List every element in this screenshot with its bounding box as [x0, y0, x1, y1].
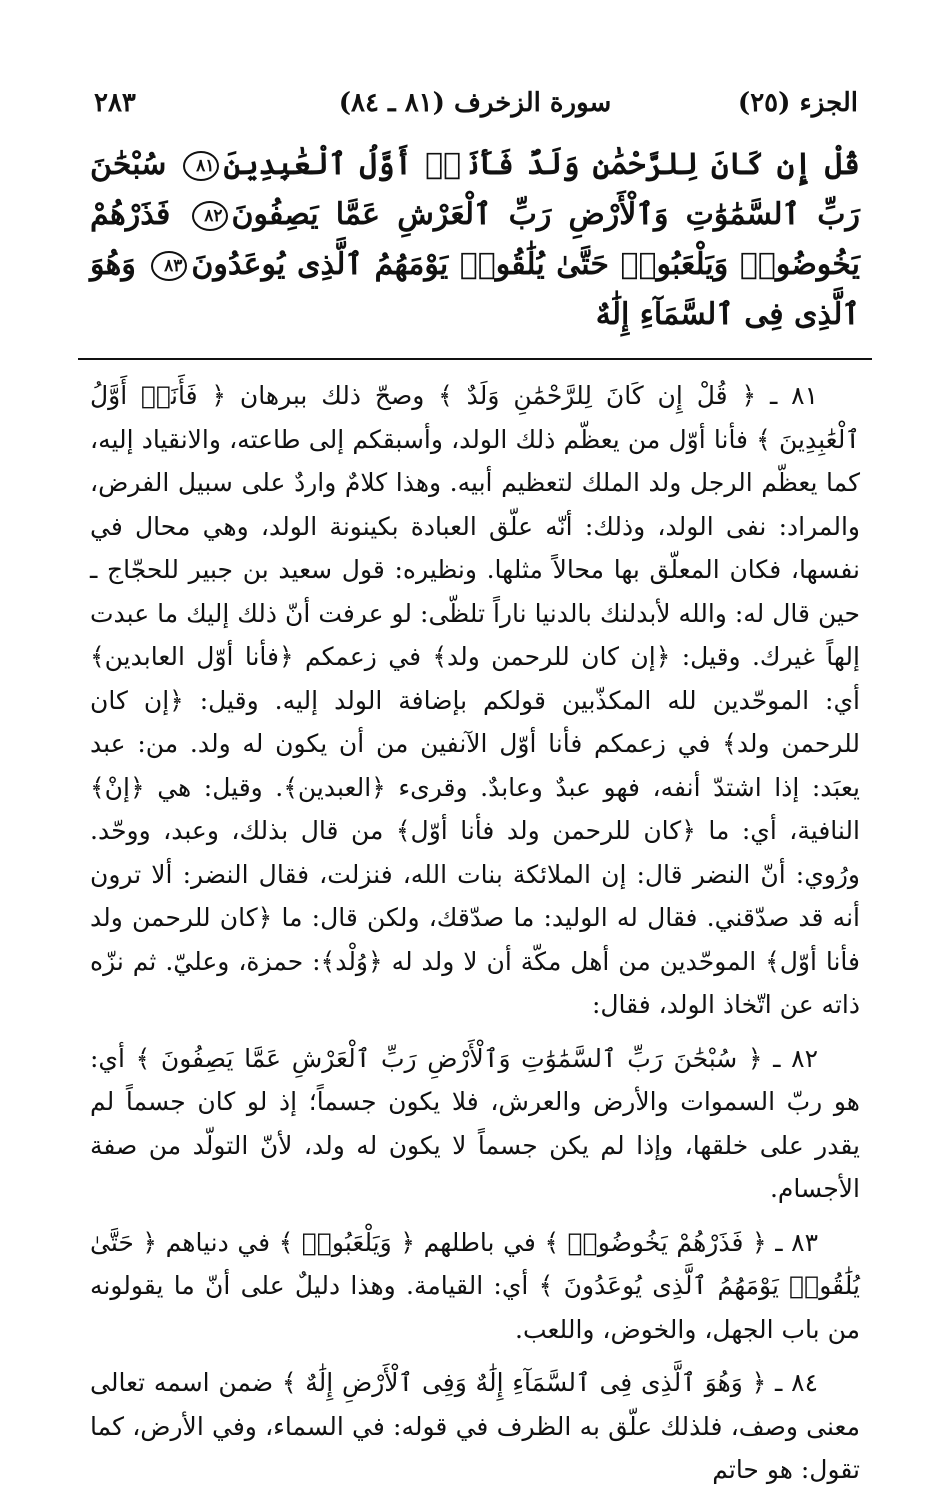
page-number: ٢٨٣: [94, 88, 136, 118]
commentary-paragraph-83: ٨٣ ـ ﴿ فَذَرْهُمْ يَخُوضُوا۟ ﴾ في باطلهم ﴿ وَيَلْعَبُوا۟ ﴾ في دنياهم ﴿ حَتَّىٰ يُلَٰقُوا۟ يَوْمَهُمُ ٱلَّذِى يُوعَدُونَ ﴾ أي: القيامة. وهذا دليلٌ على أنّ ما يقولونه من باب الجهل، والخوض، واللعب.: [90, 1227, 860, 1344]
verse-number-marker: ٨٢: [192, 201, 228, 231]
page-header: [90, 84, 860, 130]
commentary-paragraph-81: ٨١ ـ ﴿ قُلْ إِن كَانَ لِلرَّحْمَٰنِ وَلَدٌ ﴾ وصحّ ذلك ببرهان ﴿ فَأَنَا۠ أَوَّلُ ٱلْعَٰبِدِينَ ﴾ فأنا أوّل من يعظّم ذلك الولد، وأسبقكم إلى طاعته، والانقياد إليه، كما يعظّم الرجل ولد الملك لتعظيم أبيه. وهذا كلامٌ واردٌ على سبيل الفرض، والمراد: نفى الولد، وذلك: أنّه علّق العبادة بكينونة الولد، وهي محال في نفسها، فكان المعلّق بها محالاً مثلها. ونظيره: قول سعيد بن جبير للحجّاج ـ حين قال له: والله لأبدلنك بالدنيا ناراً تلظّى: لو عرفت أنّ ذلك إليك ما عبدت إلهاً غيرك. وقيل: ﴿إن كان للرحمن ولد﴾ في زعمكم ﴿فأنا أوّل العابدين﴾ أي: الموحّدين لله المكذّبين قولكم بإضافة الولد إليه. وقيل: ﴿إن كان للرحمن ولد﴾ في زعمكم فأنا أوّل الآنفين من أن يكون له ولد. من: عبد يعبَد: إذا اشتدّ أنفه، فهو عبدٌ وعابدٌ. وقرىء ﴿العبدين﴾. وقيل: هي ﴿إنْ﴾ النافية، أي: ما ﴿كان للرحمن ولد فأنا أوّل﴾ من قال بذلك، وعبد، ووحّد. ورُوي: أنّ النضر قال: إن الملائكة بنات الله، فنزلت، فقال النضر: ألا ترون أنه قد صدّقني. فقال له الوليد: ما صدّقك، ولكن قال: ما ﴿كان للرحمن ولد فأنا أوّل﴾ الموحّدين من أهل مكّة أن لا ولد له ﴿وُلْد﴾: حمزة، وعليّ. ثم نزّه ذاته عن اتّخاذ الولد، فقال:: [90, 381, 860, 1019]
commentary-paragraph-84: ٨٤ ـ ﴿ وَهُوَ ٱلَّذِى فِى ٱلسَّمَآءِ إِلَٰهٌ وَفِى ٱلْأَرْضِ إِلَٰهٌ ﴾ ضمن اسمه تعالى معنى وصف، فلذلك علّق به الظرف في قوله: في السماء، وفي الأرض، كما تقول: هو حاتم: [90, 1368, 860, 1484]
quran-verses: [90, 140, 860, 340]
commentary-paragraph-82: ٨٢ ـ ﴿ سُبْحَٰنَ رَبِّ ٱلسَّمَٰوَٰتِ وَٱلْأَرْضِ رَبِّ ٱلْعَرْشِ عَمَّا يَصِفُونَ ﴾ أي: هو ربّ السموات والأرض والعرش، فلا يكون جسماً؛ إذ لو كان جسماً لم يقدر على خلقها، وإذا لم يكن جسماً لا يكون له ولد، لأنّ التولّد من صفة الأجسام.: [90, 1043, 860, 1203]
verse-81: [179, 147, 860, 182]
juz-label: الجزء (٢٥): [737, 88, 858, 118]
commentary: [90, 374, 860, 1492]
section-divider: [78, 358, 872, 360]
verse-number-marker: ٨١: [183, 151, 219, 181]
verse-text: سُبْحَٰنَ رَبِّ ٱلسَّمَٰوَٰتِ وَٱلْأَرْضِ رَبِّ ٱلْعَرْشِ عَمَّا يَصِفُونَ: [90, 147, 860, 232]
verse-text: وَهُوَ ٱلَّذِى فِى ٱلسَّمَآءِ إِلَٰهٌ: [90, 247, 860, 332]
verse-text: فَذَرْهُمْ يَخُوضُوا۟ وَيَلْعَبُوا۟ حَتَّىٰ يُلَٰقُوا۟ يَوْمَهُمُ ٱلَّذِى يُوعَدُونَ: [90, 197, 861, 282]
verse-number-marker: ٨٣: [151, 251, 187, 281]
surah-title: سورة الزخرف (٨١ ـ ٨٤): [338, 88, 612, 118]
verse-text: قُلْ إِن كَانَ لِلرَّحْمَٰنِ وَلَدٌ فَأَنَا۠ أَوَّلُ ٱلْعَٰبِدِينَ: [223, 147, 860, 182]
